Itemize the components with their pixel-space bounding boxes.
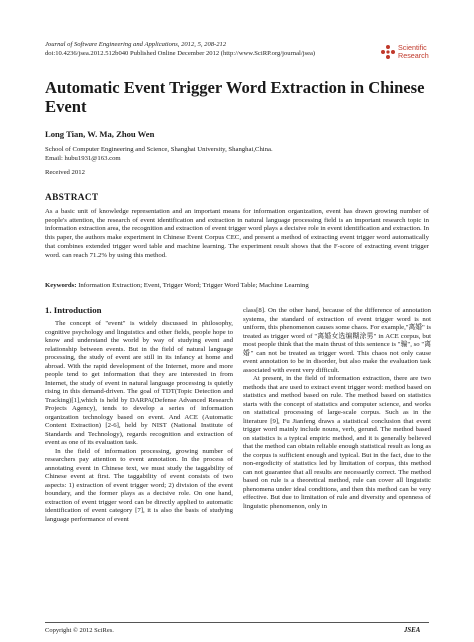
right-paragraph-1: class[8]. On the other hand, because of the difference of annotation systems, the standard of extraction of event trigger word is not uniform, this phenomenon causes some chaos. For example,"离婚" is treated as trigger word of "离婚女选编糊涂男" in ACE corpus, but most people think that the main thrust of this sentence is "骗", so "离婚" can not be treated as trigger word. This chaos not only cause event annotation to be in disorder, but also make the evaluation task associated with event very difficult. [243, 307, 431, 374]
right-paragraph-2: At present, in the field of information extraction, there are two methods that are used to extract event trigger word: method based on statistics and method based on rule. The method based on statistics starts with the concept of statistics and computer science, and works on statistical processing of large-scale corpus. Such as in the literature [9], Fu Jianfeng draws a statistical conclusion that event trigger word mainly include nouns, verb, gerund. The method based on statistics is a typical empiric method, and it is generally believed that the method can obtain reliable enough statistical result as long as the corpus is sufficient enough and typical. But in the fact, due to the non-ergodicity of statistics led by limitation of corpus, this method can not guarantee that all results are necessarily correct. The method based on rule is a theoretical method, rule can cover all linguistic phenomena under ideal conditions, and then this method can be very effective. But due to limitation of rule and diversity and openness of linguistic phenomenon, only in [243, 375, 431, 510]
left-column [45, 320, 233, 524]
affiliation: School of Computer Engineering and Science, Shanghai University, Shanghai,China. [45, 146, 273, 153]
right-column [243, 307, 431, 511]
left-paragraph-1: The concept of "event" is widely discussed in philosophy, cognitive psychology and linguistics and other fields, people hope to know and understand the world by way of studying event and relationship between events. But in the field of natural language processing, the study of event are still in its infancy at home and abroad. With the rapid development of the Internet, more and more people tend to get information that they are interested in from Internet, the study of event in natural language processing is quietly rising in this demand-driven. The goal of TDT(Topic Detection and Tracking)[1],which is held by DARPA(Defense Advanced Research Projects Agency), tends to develop a series of information organization technology based on event. And ACE (Automatic Content Extraction) [2-6], held by NIST (National Institute of Standards and Technology), regards recognition and extraction of event as one of its evaluation task. [45, 320, 233, 446]
logo-line-1: Scientific [398, 43, 427, 52]
email: Email: hubu1931@163.com [45, 154, 121, 162]
abstract-heading: ABSTRACT [45, 193, 99, 203]
publisher-logo [380, 41, 450, 67]
footer-rule [45, 622, 429, 623]
doi-line: doi:10.4236/jsea.2012.512b040 Published Online December 2012 (http://www.SciRP.org/journal/jsea) [45, 50, 316, 57]
keywords-label: Keywords: [45, 282, 77, 289]
copyright: Copyright © 2012 SciRes. [45, 627, 114, 634]
received-date: Received 2012 [45, 169, 85, 176]
left-paragraph-2: In the field of information processing, growing number of researchers pay attention to event annotation. In the process of annotating event in Chinese text, we must study the taggability of Chinese event at first. The taggability of event consists of two aspects: 1) extraction of event trigger word; 2) division of the event boundary, and the former plays as a decisive role. On one hand, extraction of event trigger word can be directly applied to automatic identification of event category [7], it is also the basis of studying language performance of event [45, 447, 233, 523]
affiliation-block [45, 146, 445, 164]
abstract-text: As a basic unit of knowledge representation and an important means for information organization, event has drawn growing number of people's attention, the research of event identification and extraction in natural language processing field is an important research topic in information extraction area, the recognition and extraction of event trigger word plays a decisive role in event identification and extraction. In this paper, the authors make experiment in Chinese Event Corpus CEC, and present a method of extracting event trigger word automatically that combines extended trigger word table and machine learning. The experiment result shows that the F-score of extracting event trigger word. can reach 71.2% by using this method. [45, 208, 429, 259]
journal-abbreviation: JSEA [404, 627, 421, 634]
logo-line-2: Research [398, 51, 429, 60]
keywords-line [45, 282, 429, 291]
section-heading-introduction: 1. Introduction [45, 305, 102, 315]
journal-citation: Journal of Software Engineering and Applications, 2012, 5, 208-212 [45, 41, 227, 48]
keywords-text: Information Extraction; Event, Trigger Word; Trigger Word Table; Machine Learning [78, 282, 309, 289]
paper-title: Automatic Event Trigger Word Extraction in Chinese Event [45, 78, 425, 116]
scirp-logo-icon [380, 44, 396, 60]
authors: Long Tian, W. Ma, Zhou Wen [45, 129, 155, 139]
